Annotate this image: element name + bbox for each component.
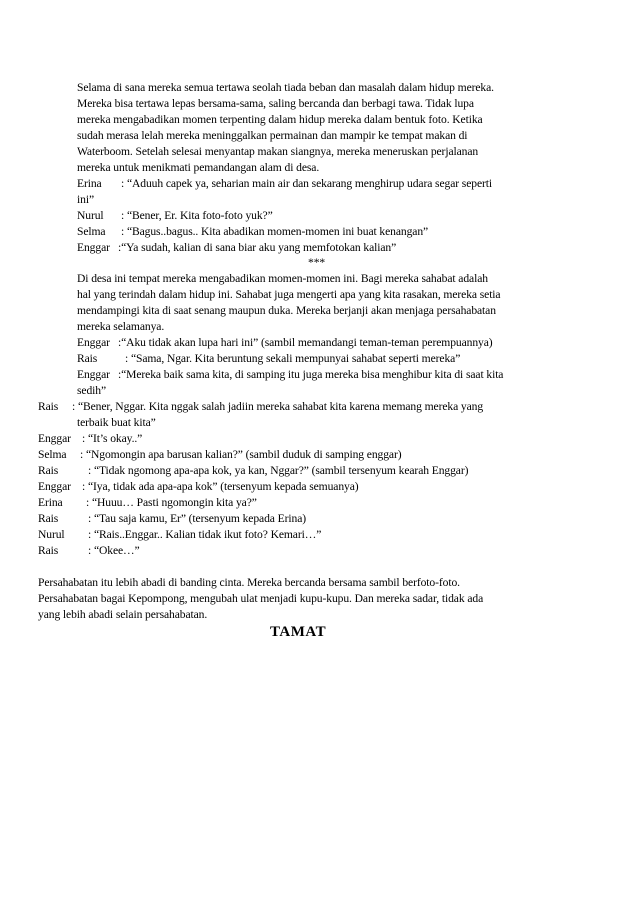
speaker-name: Enggar	[77, 336, 110, 349]
dialog-line	[38, 447, 402, 463]
speaker-separator: :	[72, 400, 76, 413]
paragraph-line: mereka untuk menikmati pemandangan alam di desa.	[77, 161, 320, 174]
speaker-separator: :	[88, 544, 92, 557]
speaker-separator: :	[86, 496, 90, 509]
speaker-name: Rais	[77, 352, 98, 365]
dialog-line	[38, 511, 306, 527]
paragraph-line: Waterboom. Setelah selesai menyantap makan siangnya, mereka meneruskan perjalanan	[77, 145, 479, 158]
dialog-text: “Huuu… Pasti ngomongin kita ya?”	[91, 496, 257, 509]
dialog-text: “Aduuh capek ya, seharian main air dan sekarang menghirup udara segar seperti	[126, 177, 493, 190]
speaker-separator: :	[80, 448, 84, 461]
paragraph-line: Mereka bisa tertawa lepas bersama-sama, saling bercanda dan berbagi tawa. Tidak lupa	[77, 97, 474, 110]
dialog-line	[38, 431, 142, 447]
speaker-name: Selma	[38, 448, 67, 461]
paragraph-line: mendampingi kita di saat senang maupun duka. Mereka berjanji akan menjaga persahabatan	[77, 304, 496, 317]
dialog-text: “Ya sudah, kalian di sana biar aku yang memfotokan kalian”	[121, 241, 397, 254]
speaker-separator: :	[125, 352, 129, 365]
dialog-text: “Ngomongin apa barusan kalian?” (sambil duduk di samping enggar)	[85, 448, 402, 461]
speaker-separator: :	[121, 225, 125, 238]
speaker-name: Rais	[38, 400, 59, 413]
dialog-text: “Bener, Nggar. Kita nggak salah jadiin mereka sahabat kita karena memang mereka yang	[77, 400, 484, 413]
dialog-line	[77, 335, 493, 351]
speaker-name: Erina	[77, 177, 102, 190]
speaker-name: Nurul	[77, 209, 104, 222]
paragraph-line: Persahabatan itu lebih abadi di banding cinta. Mereka bercanda bersama sambil berfoto-foto.	[38, 576, 460, 589]
speaker-separator: :	[88, 464, 92, 477]
speaker-name: Enggar	[38, 432, 71, 445]
paragraph-line: Selama di sana mereka semua tertawa seolah tiada beban dan masalah dalam hidup mereka.	[77, 81, 494, 94]
speaker-name: Rais	[38, 464, 59, 477]
dialog-text: “Sama, Ngar. Kita beruntung sekali mempunyai sahabat seperti mereka”	[130, 352, 461, 365]
speaker-name: Nurul	[38, 528, 65, 541]
dialog-line	[77, 367, 503, 383]
dialog-text: “Bagus..bagus.. Kita abadikan momen-momen ini buat kenangan”	[126, 225, 429, 238]
speaker-name: Rais	[38, 544, 59, 557]
dialog-text: “Aku tidak akan lupa hari ini” (sambil memandangi teman-teman perempuannya)	[121, 336, 493, 349]
speaker-separator: :	[82, 480, 86, 493]
dialog-continuation: ini”	[77, 193, 94, 206]
dialog-text: “Bener, Er. Kita foto-foto yuk?”	[126, 209, 273, 222]
dialog-line	[77, 224, 428, 240]
paragraph-line: hal yang terindah dalam hidup ini. Sahabat juga mengerti apa yang kita rasakan, mereka setia	[77, 288, 501, 301]
paragraph-line: sudah merasa lelah mereka meninggalkan permainan dan mampir ke tempat makan di	[77, 129, 468, 142]
speaker-separator: :	[82, 432, 86, 445]
scene-break: ***	[308, 256, 326, 269]
dialog-line	[77, 208, 273, 224]
dialog-line	[77, 351, 460, 367]
dialog-text: “Mereka baik sama kita, di samping itu juga mereka bisa menghibur kita di saat kita	[121, 368, 504, 381]
speaker-separator: :	[88, 512, 92, 525]
speaker-separator: :	[118, 368, 122, 381]
dialog-line	[38, 495, 257, 511]
dialog-continuation: sedih”	[77, 384, 107, 397]
paragraph-line: yang lebih abadi selain persahabatan.	[38, 608, 208, 621]
dialog-text: “Tidak ngomong apa-apa kok, ya kan, Nggar?” (sambil tersenyum kearah Enggar)	[93, 464, 469, 477]
speaker-separator: :	[121, 209, 125, 222]
dialog-text: “It’s okay..”	[87, 432, 143, 445]
dialog-line	[38, 463, 468, 479]
paragraph-line: Persahabatan bagai Kepompong, mengubah ulat menjadi kupu-kupu. Dan mereka sadar, tidak ada	[38, 592, 484, 605]
dialog-line	[38, 399, 483, 415]
speaker-name: Rais	[38, 512, 59, 525]
dialog-text: “Iya, tidak ada apa-apa kok” (tersenyum kepada semuanya)	[87, 480, 359, 493]
speaker-name: Erina	[38, 496, 63, 509]
speaker-name: Enggar	[77, 241, 110, 254]
dialog-text: “Rais..Enggar.. Kalian tidak ikut foto? Kemari…”	[93, 528, 322, 541]
dialog-line	[77, 240, 396, 256]
paragraph-line: mereka selamanya.	[77, 320, 165, 333]
dialog-line	[77, 176, 492, 192]
speaker-name: Selma	[77, 225, 106, 238]
the-end-heading: TAMAT	[270, 624, 327, 640]
dialog-text: “Tau saja kamu, Er” (tersenyum kepada Erina)	[93, 512, 307, 525]
dialog-text: “Okee…”	[93, 544, 140, 557]
dialog-line	[38, 543, 140, 559]
speaker-separator: :	[88, 528, 92, 541]
speaker-separator: :	[118, 336, 122, 349]
speaker-name: Enggar	[77, 368, 110, 381]
speaker-name: Enggar	[38, 480, 71, 493]
paragraph-line: Di desa ini tempat mereka mengabadikan momen-momen ini. Bagi mereka sahabat adalah	[77, 272, 488, 285]
speaker-separator: :	[118, 241, 122, 254]
dialog-line	[38, 527, 321, 543]
paragraph-line: mereka mengabadikan momen terpenting dalam hidup mereka dalam bentuk foto. Ketika	[77, 113, 483, 126]
dialog-line	[38, 479, 359, 495]
speaker-separator: :	[121, 177, 125, 190]
dialog-continuation: terbaik buat kita”	[77, 416, 156, 429]
